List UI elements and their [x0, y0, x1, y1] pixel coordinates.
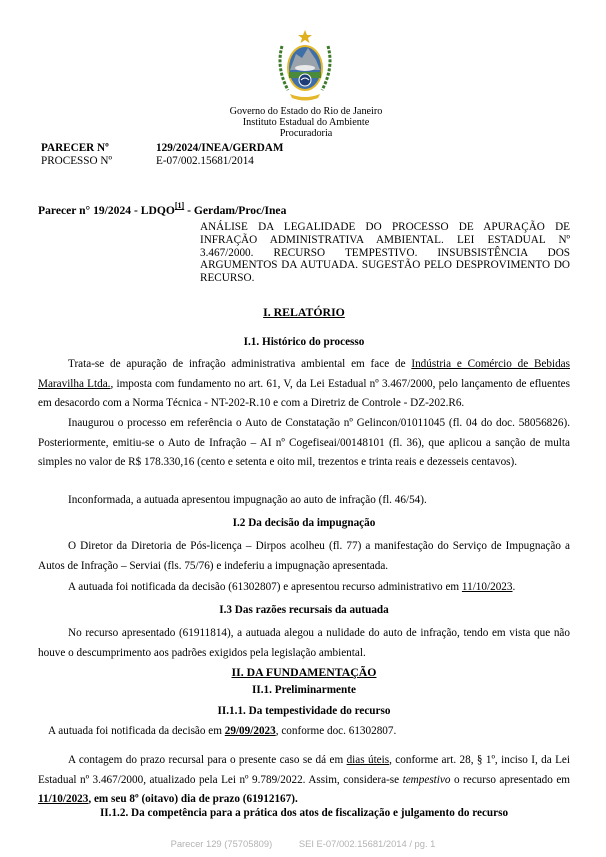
- parecer-identifier-suffix: - Gerdam/Proc/Inea: [184, 204, 287, 217]
- subsection-title-preliminarmente: II.1. Preliminarmente: [252, 684, 356, 696]
- subsection-title-historico: I.1. Histórico do processo: [243, 336, 365, 348]
- footnote-link[interactable]: [1]: [174, 201, 185, 210]
- appeal-date: 11/10/2023: [461, 581, 513, 593]
- company-name: Indústria e Comércio de Bebidas Maravilha Ltda.: [38, 358, 570, 390]
- ementa: ANÁLISE DA LEGALIDADE DO PROCESSO DE APURAÇÃO DE INFRAÇÃO ADMINISTRATIVA AMBIENTAL. LEI ESTADUAL Nº 3.467/2000. RECURSO TEMPESTIVO. INSUBSISTÊNCIA DOS ARGUMENTOS DA AUTUADA. SUGESTÃO PELO DESPROVIMENTO DO RECURSO.: [200, 221, 570, 285]
- paragraph-historico-3: [38, 491, 570, 511]
- department-name: Procuradoria: [279, 128, 333, 139]
- tempestivo-term: tempestivo: [402, 773, 451, 786]
- subsection-preliminarmente-title-wrap: [38, 684, 570, 696]
- paragraph-text: A autuada foi notificada da decisão (61302807) e apresentou recurso administrativo em: [68, 581, 462, 593]
- paragraph-text: , imposta com fundamento no art. 61, V, da Lei Estadual nº 3.467/2000, pelo lançamento de efluentes em desacordo com a Norma Técnica - NT-202-R.10 e com a Diretriz de Controle - DZ-202.R6.: [38, 377, 570, 409]
- subsection-tempestividade-title-wrap: [38, 705, 570, 717]
- processo-number: E-07/002.15681/2014: [156, 155, 254, 167]
- institution-header: [0, 106, 606, 139]
- subsection-decisao-title-wrap: [38, 517, 570, 529]
- document-meta: [41, 142, 283, 168]
- paragraph-text: o recurso apresentado em: [450, 773, 571, 786]
- footer-document-id: Parecer 129 (75705809): [170, 838, 273, 849]
- section-fundamentacao-title-wrap: [38, 665, 570, 680]
- government-name: Governo do Estado do Rio de Janeiro: [229, 106, 383, 117]
- paragraph-tempestividade-2: [38, 751, 570, 810]
- paragraph-text: No recurso apresentado (61911814), a autuada alegou a nulidade do auto de infração, tendo em vista que não houve o descumprimento aos padrões exigidos pela legislação ambiental.: [38, 627, 570, 659]
- paragraph-text: , conforme doc. 61302807.: [275, 725, 397, 737]
- section-title-fundamentacao: II. DA FUNDAMENTAÇÃO: [231, 665, 377, 679]
- paragraph-decisao-1: [38, 537, 570, 576]
- paragraph-text: A contagem do prazo recursal para o presente caso se dá em: [68, 754, 347, 766]
- paragraph-tempestividade-1: [38, 722, 570, 742]
- paragraph-text: , conforme art. 28, § 1º, inciso I, da Lei Estadual nº 3.467/2000, atualizado pela Lei nº 9.789/2022. Assim, considera-se: [38, 754, 570, 786]
- parecer-identifier: [38, 201, 286, 217]
- parecer-number: 129/2024/INEA/GERDAM: [156, 142, 284, 154]
- paragraph-decisao-2: [38, 578, 570, 598]
- parecer-identifier-text: Parecer n° 19/2024 - LDQO: [38, 204, 175, 217]
- page-footer: [0, 838, 606, 849]
- deadline-day-text: , em seu 8º (oitavo) dia de prazo (61912167).: [88, 793, 298, 805]
- notification-date: 29/09/2023: [224, 725, 276, 737]
- subsection-title-decisao: I.2 Da decisão da impugnação: [232, 517, 376, 529]
- paragraph-text: .: [512, 581, 516, 593]
- subsection-competencia-title-wrap: [38, 807, 570, 819]
- paragraph-text: O Diretor da Diretoria de Pós-licença – Dirpos acolheu (fl. 77) a manifestação do Serviço de Impugnação a Autos de Infração – Serviai (fls. 75/76) e indeferiu a impugnação apresentada.: [38, 540, 570, 572]
- paragraph-razoes-1: [38, 624, 570, 663]
- parecer-label: PARECER Nº: [41, 142, 109, 154]
- paragraph-text: Inconformada, a autuada apresentou impugnação ao auto de infração (fl. 46/54).: [68, 494, 427, 506]
- section-relatorio-title-wrap: [38, 305, 570, 320]
- paragraph-text: A autuada foi notificada da decisão em: [48, 725, 225, 737]
- paragraph-text: Trata-se de apuração de infração administrativa ambiental em face de: [68, 358, 412, 370]
- paragraph-text: Inaugurou o processo em referência o Auto de Constatação nº Gelincon/01011045 (fl. 04 do doc. 58056826). Posteriormente, emitiu-se o Auto de Infração – AI nº Cogefiseai/00148101 (fl. 36), que aplicou a sanção de multa simples no valor de R$ 178.330,16 (cento e setenta e oito mil, trezentos e trinta reais e dezesseis centavos).: [38, 417, 570, 468]
- subsection-historico-title-wrap: [38, 336, 570, 348]
- subsection-title-tempestividade: II.1.1. Da tempestividade do recurso: [217, 705, 391, 717]
- coat-of-arms-icon: [272, 28, 338, 106]
- paragraph-historico-2: [38, 414, 570, 473]
- processo-label: PROCESSO Nº: [41, 155, 112, 167]
- subsection-title-razoes: I.3 Das razões recursais da autuada: [219, 604, 389, 616]
- business-days-term: dias úteis: [346, 754, 390, 766]
- footer-process-page: SEI E-07/002.15681/2014 / pg. 1: [298, 838, 436, 849]
- paragraph-historico-1: [38, 355, 570, 414]
- appeal-filing-date: 11/10/2023: [38, 793, 89, 805]
- subsection-title-competencia: II.1.2. Da competência para a prática dos atos de fiscalização e julgamento do recurso: [99, 807, 509, 819]
- institute-name: Instituto Estadual do Ambiente: [242, 117, 370, 128]
- subsection-razoes-title-wrap: [38, 604, 570, 616]
- section-title-relatorio: I. RELATÓRIO: [263, 305, 345, 319]
